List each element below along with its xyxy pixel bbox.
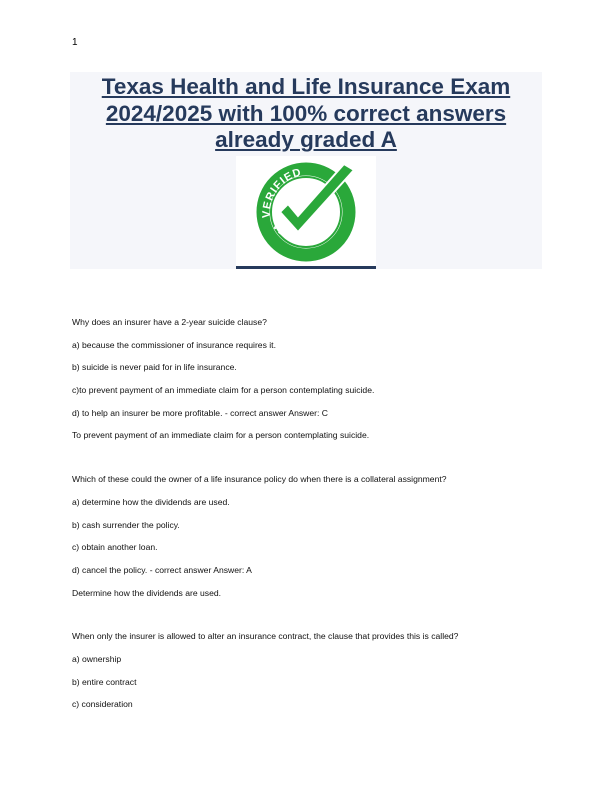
answer-option: b) entire contract <box>72 676 137 687</box>
answer-option: c) obtain another loan. <box>72 542 158 553</box>
verified-checkmark-icon <box>236 156 376 266</box>
badge-text-top: VERIFIED <box>260 166 304 219</box>
answer-explanation: Determine how the dividends are used. <box>72 587 222 598</box>
badge-underline <box>236 266 376 269</box>
answer-option: b) cash surrender the policy. <box>72 519 180 530</box>
title-line-3: already graded A <box>215 127 397 152</box>
answer-option: a) determine how the dividends are used. <box>72 496 230 507</box>
answer-option: d) cancel the policy. - correct answer Answer: A <box>72 564 252 575</box>
answer-option: c) consideration <box>72 699 133 710</box>
title-line-1: Texas Health and Life Insurance Exam <box>101 74 511 99</box>
question-item-2 <box>72 473 542 609</box>
answer-explanation: To prevent payment of an immediate claim for a person contemplating suicide. <box>72 430 370 441</box>
page-number: 1 <box>72 37 78 48</box>
question-text: When only the insurer is allowed to alter an insurance contract, the clause that provides this is called? <box>72 631 459 642</box>
spacer <box>72 609 542 630</box>
answer-option: d) to help an insurer be more profitable. - correct answer Answer: C <box>72 407 329 418</box>
title-block <box>70 72 542 269</box>
verified-badge <box>236 156 376 266</box>
question-item-3 <box>72 630 542 721</box>
question-text: Why does an insurer have a 2-year suicide clause? <box>72 317 267 327</box>
document-title <box>70 74 542 154</box>
badge-text-bottom: VERIFIED <box>269 219 327 246</box>
question-item-1 <box>72 316 542 452</box>
spacer <box>72 452 542 473</box>
answer-option: a) ownership <box>72 653 122 664</box>
title-line-2: 2024/2025 with 100% correct answers <box>105 100 507 126</box>
question-list <box>72 316 542 721</box>
answer-option: c)to prevent payment of an immediate claim for a person contemplating suicide. <box>72 385 375 396</box>
answer-option: b) suicide is never paid for in life insurance. <box>72 362 237 373</box>
question-text: Which of these could the owner of a life insurance policy do when there is a collateral assignment? <box>72 474 447 485</box>
answer-option: a) because the commissioner of insurance requires it. <box>72 339 276 350</box>
